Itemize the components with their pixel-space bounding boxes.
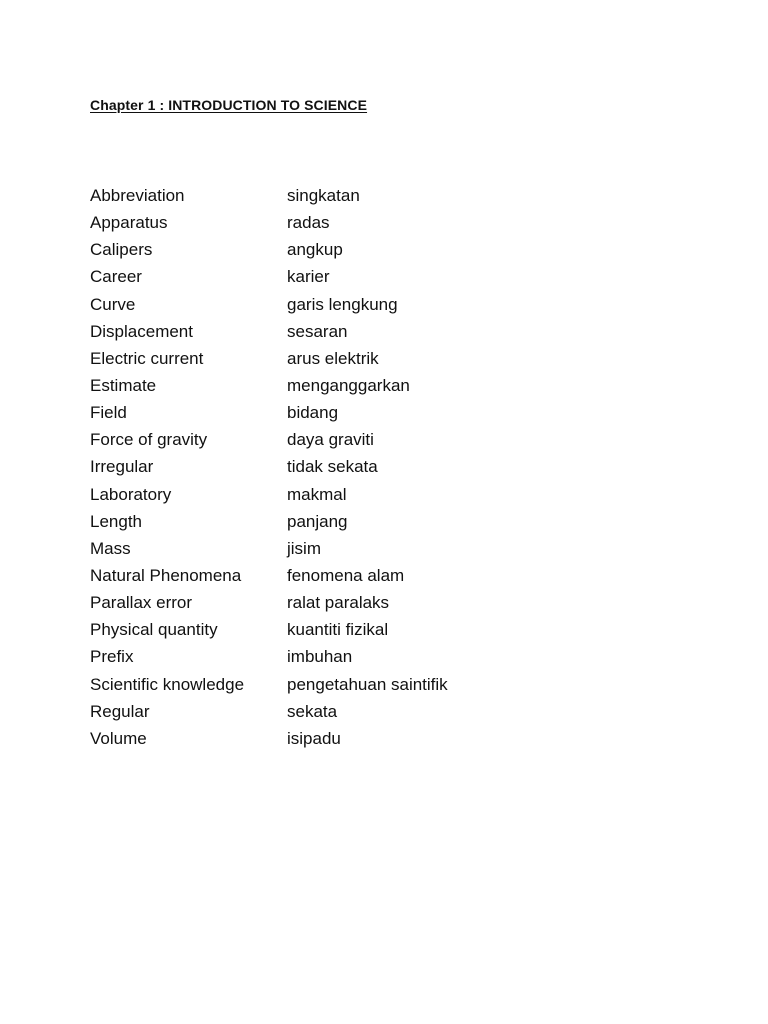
glossary-translation: garis lengkung (287, 294, 398, 314)
glossary-row (90, 209, 530, 236)
glossary-translation: panjang (287, 511, 348, 531)
glossary-row (90, 318, 530, 345)
glossary-translation: sekata (287, 701, 338, 721)
glossary-row (90, 236, 530, 263)
glossary-row (90, 671, 530, 698)
glossary-translation: makmal (287, 484, 347, 504)
glossary-term: Laboratory (90, 484, 172, 504)
glossary-translation: tidak sekata (287, 457, 378, 477)
glossary-term: Estimate (90, 376, 157, 396)
glossary-term: Scientific knowledge (90, 674, 245, 694)
glossary-translation: daya graviti (287, 430, 374, 450)
glossary-translation: imbuhan (287, 647, 353, 667)
glossary-translation: angkup (287, 240, 343, 260)
glossary-term: Physical quantity (90, 620, 218, 640)
glossary-term: Abbreviation (90, 186, 185, 206)
chapter-heading: Chapter 1 : INTRODUCTION TO SCIENCE (90, 97, 368, 113)
glossary-term: Regular (90, 701, 150, 721)
glossary-translation: fenomena alam (287, 566, 405, 586)
glossary-term: Irregular (90, 457, 154, 477)
glossary-row (90, 508, 530, 535)
glossary-row (90, 616, 530, 643)
glossary-row (90, 725, 530, 752)
glossary-row (90, 372, 530, 399)
glossary-translation: sesaran (287, 321, 348, 341)
glossary-term: Curve (90, 294, 136, 314)
glossary-translation: karier (287, 267, 330, 287)
glossary-term: Calipers (90, 240, 153, 260)
glossary-translation: singkatan (287, 186, 360, 206)
glossary-row (90, 291, 530, 318)
glossary-term: Electric current (90, 348, 204, 368)
glossary-row (90, 399, 530, 426)
glossary-term: Displacement (90, 321, 193, 341)
glossary-translation: jisim (287, 538, 321, 558)
glossary-row (90, 453, 530, 480)
glossary-translation: kuantiti fizikal (287, 620, 389, 640)
glossary-translation: bidang (287, 403, 339, 423)
glossary-row (90, 535, 530, 562)
glossary-row (90, 643, 530, 670)
glossary-term: Volume (90, 728, 147, 748)
glossary-term: Mass (90, 538, 131, 558)
glossary-translation: arus elektrik (287, 348, 379, 368)
glossary-row (90, 698, 530, 725)
glossary-row (90, 182, 530, 209)
glossary-term: Career (90, 267, 142, 287)
glossary-translation: isipadu (287, 728, 341, 748)
glossary-row (90, 589, 530, 616)
glossary-term: Length (90, 511, 142, 531)
glossary-term: Parallax error (90, 593, 193, 613)
glossary-translation: ralat paralaks (287, 593, 390, 613)
glossary-row (90, 481, 530, 508)
glossary-term: Field (90, 403, 127, 423)
glossary-term: Natural Phenomena (90, 566, 242, 586)
glossary-row (90, 345, 530, 372)
glossary-translation: radas (287, 213, 330, 233)
glossary-list (90, 182, 530, 752)
glossary-term: Force of gravity (90, 430, 208, 450)
glossary-translation: menganggarkan (287, 376, 410, 396)
glossary-row (90, 263, 530, 290)
glossary-row (90, 562, 530, 589)
glossary-row (90, 426, 530, 453)
glossary-translation: pengetahuan saintifik (287, 674, 448, 694)
glossary-term: Apparatus (90, 213, 168, 233)
glossary-term: Prefix (90, 647, 134, 667)
